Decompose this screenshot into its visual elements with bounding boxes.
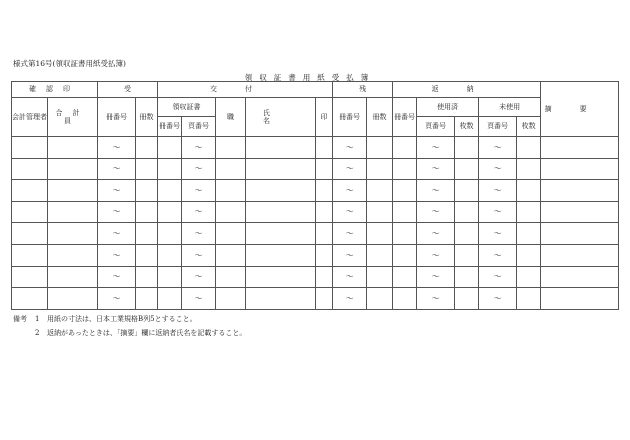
header-return-volume-number: 冊番号 [393, 98, 417, 137]
blank-entry-cell [393, 137, 417, 159]
note-line-1 [13, 312, 246, 326]
ledger-row [12, 201, 619, 223]
header-accounting-manager: 会計管理者 [12, 98, 48, 137]
blank-entry-cell [12, 180, 48, 202]
blank-entry-cell [455, 244, 479, 266]
blank-entry-cell [517, 266, 541, 288]
blank-entry-cell [393, 266, 417, 288]
blank-entry-cell [541, 201, 619, 223]
header-receive-volume-number: 冊番号 [98, 98, 136, 137]
blank-entry-cell [246, 288, 316, 310]
header-unused-page-number: 頁番号 [479, 117, 517, 137]
range-mark-cell: 〜 [182, 158, 216, 180]
blank-entry-cell [12, 137, 48, 159]
blank-entry-cell [455, 266, 479, 288]
blank-entry-cell [216, 288, 246, 310]
notes-section [13, 312, 246, 340]
blank-entry-cell [158, 137, 182, 159]
blank-entry-cell [517, 180, 541, 202]
range-mark-cell: 〜 [333, 180, 367, 202]
range-mark-cell: 〜 [182, 266, 216, 288]
blank-entry-cell [367, 244, 393, 266]
range-mark-cell: 〜 [417, 137, 455, 159]
blank-entry-cell [316, 244, 333, 266]
range-mark-cell: 〜 [479, 137, 517, 159]
blank-entry-cell [158, 201, 182, 223]
blank-entry-cell [12, 266, 48, 288]
header-accountant: 合計員 [48, 98, 98, 137]
range-mark-cell: 〜 [98, 180, 136, 202]
header-used-sheet-count: 枚数 [455, 117, 479, 137]
blank-entry-cell [455, 158, 479, 180]
blank-entry-cell [316, 201, 333, 223]
blank-entry-cell [48, 137, 98, 159]
range-mark-cell: 〜 [182, 201, 216, 223]
blank-entry-cell [393, 201, 417, 223]
blank-entry-cell [136, 288, 158, 310]
range-mark-cell: 〜 [333, 223, 367, 245]
range-mark-cell: 〜 [98, 244, 136, 266]
blank-entry-cell [541, 288, 619, 310]
ledger-body [12, 137, 619, 310]
blank-entry-cell [216, 180, 246, 202]
blank-entry-cell [367, 266, 393, 288]
blank-entry-cell [136, 201, 158, 223]
header-used: 使用済 [417, 98, 479, 117]
blank-entry-cell [136, 223, 158, 245]
blank-entry-cell [12, 244, 48, 266]
header-receive: 受 [98, 82, 158, 98]
range-mark-cell: 〜 [417, 201, 455, 223]
blank-entry-cell [367, 201, 393, 223]
blank-entry-cell [393, 223, 417, 245]
range-mark-cell: 〜 [182, 288, 216, 310]
blank-entry-cell [246, 244, 316, 266]
blank-entry-cell [316, 266, 333, 288]
range-mark-cell: 〜 [98, 266, 136, 288]
blank-entry-cell [216, 158, 246, 180]
blank-entry-cell [316, 288, 333, 310]
blank-entry-cell [517, 137, 541, 159]
header-unused-sheet-count: 枚数 [517, 117, 541, 137]
header-receive-volume-count: 冊数 [136, 98, 158, 137]
blank-entry-cell [246, 158, 316, 180]
range-mark-cell: 〜 [417, 158, 455, 180]
blank-entry-cell [517, 244, 541, 266]
blank-entry-cell [48, 244, 98, 266]
range-mark-cell: 〜 [333, 288, 367, 310]
blank-entry-cell [246, 266, 316, 288]
range-mark-cell: 〜 [98, 201, 136, 223]
blank-entry-cell [541, 180, 619, 202]
note-number: 1 [35, 315, 40, 323]
blank-entry-cell [158, 244, 182, 266]
blank-entry-cell [316, 158, 333, 180]
blank-entry-cell [136, 137, 158, 159]
blank-entry-cell [12, 201, 48, 223]
header-confirm-seal: 確認印 [12, 82, 98, 98]
range-mark-cell: 〜 [333, 201, 367, 223]
blank-entry-cell [216, 223, 246, 245]
blank-entry-cell [158, 223, 182, 245]
blank-entry-cell [12, 223, 48, 245]
blank-entry-cell [367, 288, 393, 310]
range-mark-cell: 〜 [333, 266, 367, 288]
range-mark-cell: 〜 [417, 244, 455, 266]
header-remarks: 摘要 [541, 82, 619, 137]
header-name: 氏名 [246, 98, 316, 137]
form-identifier: 様式第16号(領収証書用紙受払簿) [13, 59, 126, 68]
range-mark-cell: 〜 [479, 158, 517, 180]
range-mark-cell: 〜 [333, 137, 367, 159]
range-mark-cell: 〜 [479, 201, 517, 223]
range-mark-cell: 〜 [333, 244, 367, 266]
range-mark-cell: 〜 [182, 223, 216, 245]
header-remaining-volume-number: 冊番号 [333, 98, 367, 137]
blank-entry-cell [455, 288, 479, 310]
blank-entry-cell [246, 223, 316, 245]
blank-entry-cell [48, 223, 98, 245]
blank-entry-cell [393, 244, 417, 266]
header-remaining-volume-count: 冊数 [367, 98, 393, 137]
range-mark-cell: 〜 [479, 244, 517, 266]
blank-entry-cell [367, 180, 393, 202]
blank-entry-cell [367, 158, 393, 180]
blank-entry-cell [158, 158, 182, 180]
blank-entry-cell [246, 180, 316, 202]
header-post: 職 [216, 98, 246, 137]
range-mark-cell: 〜 [98, 223, 136, 245]
blank-entry-cell [316, 223, 333, 245]
blank-entry-cell [316, 137, 333, 159]
blank-entry-cell [136, 244, 158, 266]
range-mark-cell: 〜 [333, 158, 367, 180]
header-row-1 [12, 82, 619, 98]
document-title: 領収証書用紙受払簿 [244, 73, 376, 82]
range-mark-cell: 〜 [98, 158, 136, 180]
header-delivery: 交付 [158, 82, 333, 98]
header-row-2 [12, 98, 619, 117]
range-mark-cell: 〜 [182, 244, 216, 266]
blank-entry-cell [517, 223, 541, 245]
blank-entry-cell [455, 201, 479, 223]
blank-entry-cell [48, 288, 98, 310]
note-text: 返納があったときは、「摘要」欄に返納者氏名を記載すること。 [47, 329, 247, 337]
blank-entry-cell [216, 266, 246, 288]
header-receipt: 領収証書 [158, 98, 216, 117]
blank-entry-cell [517, 158, 541, 180]
blank-entry-cell [48, 201, 98, 223]
range-mark-cell: 〜 [479, 288, 517, 310]
blank-entry-cell [541, 244, 619, 266]
blank-entry-cell [12, 288, 48, 310]
blank-entry-cell [393, 158, 417, 180]
blank-entry-cell [216, 244, 246, 266]
blank-entry-cell [316, 180, 333, 202]
range-mark-cell: 〜 [417, 223, 455, 245]
ledger-row [12, 288, 619, 310]
header-unused: 未使用 [479, 98, 541, 117]
notes-label: 備考 [13, 315, 27, 323]
blank-entry-cell [517, 288, 541, 310]
blank-entry-cell [393, 180, 417, 202]
range-mark-cell: 〜 [98, 137, 136, 159]
blank-entry-cell [517, 201, 541, 223]
ledger-row [12, 158, 619, 180]
range-mark-cell: 〜 [417, 180, 455, 202]
blank-entry-cell [12, 158, 48, 180]
header-seal: 印 [316, 98, 333, 137]
note-text: 用紙の寸法は、日本工業規格B列5とすること。 [47, 315, 197, 323]
blank-entry-cell [393, 288, 417, 310]
ledger-row [12, 137, 619, 159]
range-mark-cell: 〜 [479, 180, 517, 202]
blank-entry-cell [455, 180, 479, 202]
blank-entry-cell [136, 266, 158, 288]
range-mark-cell: 〜 [479, 223, 517, 245]
header-receipt-page-number: 頁番号 [182, 117, 216, 137]
range-mark-cell: 〜 [417, 266, 455, 288]
blank-entry-cell [455, 137, 479, 159]
header-used-page-number: 頁番号 [417, 117, 455, 137]
header-return: 返納 [393, 82, 541, 98]
ledger-row [12, 180, 619, 202]
blank-entry-cell [48, 180, 98, 202]
range-mark-cell: 〜 [182, 180, 216, 202]
range-mark-cell: 〜 [479, 266, 517, 288]
blank-entry-cell [136, 180, 158, 202]
range-mark-cell: 〜 [417, 288, 455, 310]
blank-entry-cell [216, 137, 246, 159]
blank-entry-cell [367, 223, 393, 245]
header-receipt-volume-number: 冊番号 [158, 117, 182, 137]
blank-entry-cell [246, 137, 316, 159]
blank-entry-cell [367, 137, 393, 159]
blank-entry-cell [158, 266, 182, 288]
range-mark-cell: 〜 [182, 137, 216, 159]
blank-entry-cell [136, 158, 158, 180]
ledger-row [12, 266, 619, 288]
blank-entry-cell [246, 201, 316, 223]
blank-entry-cell [48, 158, 98, 180]
receipt-ledger-table [11, 81, 619, 310]
blank-entry-cell [541, 223, 619, 245]
blank-entry-cell [541, 137, 619, 159]
header-remaining: 残 [333, 82, 393, 98]
blank-entry-cell [541, 158, 619, 180]
ledger-row [12, 223, 619, 245]
blank-entry-cell [216, 201, 246, 223]
blank-entry-cell [158, 288, 182, 310]
blank-entry-cell [48, 266, 98, 288]
blank-entry-cell [455, 223, 479, 245]
blank-entry-cell [541, 266, 619, 288]
note-line-2 [13, 326, 246, 340]
range-mark-cell: 〜 [98, 288, 136, 310]
note-number: 2 [35, 329, 40, 337]
ledger-row [12, 244, 619, 266]
blank-entry-cell [158, 180, 182, 202]
